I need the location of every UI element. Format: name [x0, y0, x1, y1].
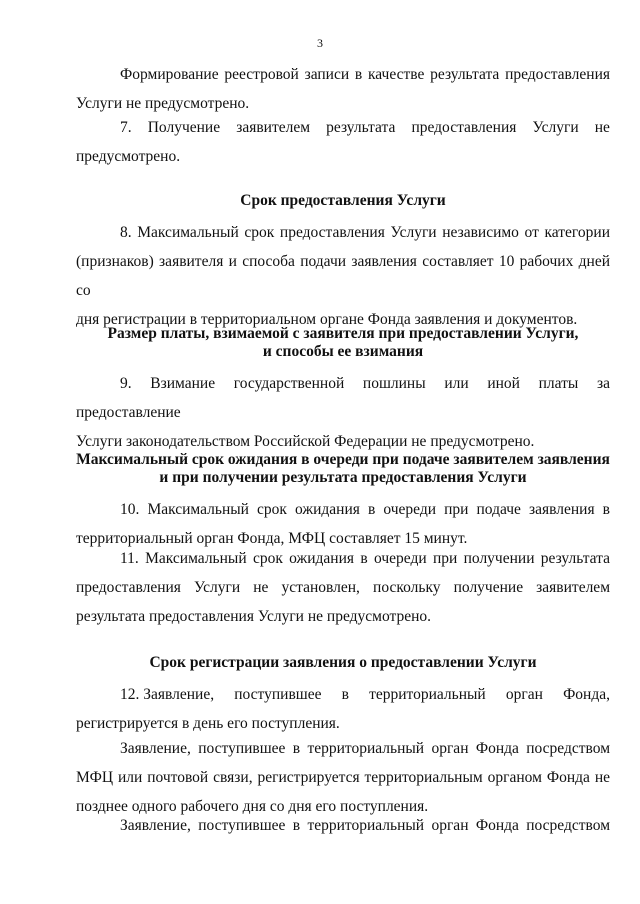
word: Получение — [147, 119, 221, 136]
paragraph-item-12 — [76, 680, 610, 738]
word: в — [341, 686, 349, 703]
word: 7. — [120, 119, 132, 136]
word: Фонда, — [563, 686, 610, 703]
word: заявителем — [236, 119, 311, 136]
text-line: Услуги не предусмотрено. — [76, 95, 250, 112]
text-line: Услуги законодательством Российской Федерации не предусмотрено. — [76, 433, 535, 450]
text-line: Формирование реестровой записи в качестве результата предоставления — [120, 66, 610, 83]
text-line: (признаков) заявителя и способа подачи заявления составляет 10 рабочих дней со — [76, 253, 610, 299]
text-line: Заявление, поступившее в территориальный орган Фонда посредством — [120, 740, 610, 757]
text-line: 8. Максимальный срок предоставления Услуги независимо от категории — [120, 224, 610, 241]
heading-line: и способы ее взимания — [262, 343, 424, 360]
text-line — [76, 680, 610, 709]
paragraph-item-8 — [76, 218, 610, 334]
word: орган — [505, 686, 543, 703]
word: поступившее — [234, 686, 322, 703]
heading-line: и при получении результата предоставления Услуги — [159, 469, 527, 486]
page-number: 3 — [317, 36, 323, 50]
text-line: дня регистрации в территориальном органе Фонда заявления и документов. — [76, 311, 578, 328]
paragraph-mfc-registration — [76, 734, 610, 821]
heading-line: Размер платы, взимаемой с заявителя при предоставлении Услуги, — [107, 325, 579, 342]
section-heading-queue-time — [76, 451, 610, 487]
text-line: позднее одного рабочего дня со дня его поступления. — [76, 798, 429, 815]
paragraph-registry-record — [76, 60, 610, 118]
text-line: предоставления Услуги не установлен, поскольку получение заявителем — [76, 579, 610, 596]
word: 12. Заявление, — [120, 686, 215, 703]
text-line: МФЦ или почтовой связи, регистрируется территориальным органом Фонда не — [76, 769, 610, 786]
text-line — [76, 113, 610, 142]
word: Услуги — [532, 119, 579, 136]
text-line: 10. Максимальный срок ожидания в очереди при подаче заявления в — [120, 501, 610, 518]
text-line: территориальный орган Фонда, МФЦ составляет 15 минут. — [76, 530, 468, 547]
paragraph-item-7 — [76, 113, 610, 171]
word: не — [594, 119, 610, 136]
text-line: регистрируется в день его поступления. — [76, 715, 340, 732]
section-heading-registration-term: Срок регистрации заявления о предоставлении Услуги — [149, 654, 537, 671]
text-line: Заявление, поступившее в территориальный орган Фонда посредством — [120, 817, 610, 834]
word: результата — [326, 119, 396, 136]
heading-line: Максимальный срок ожидания в очереди при подаче заявителем заявления — [76, 451, 610, 468]
paragraph-continued — [76, 811, 610, 840]
paragraph-item-11 — [76, 544, 610, 631]
section-heading-fee — [76, 325, 610, 361]
text-line: 11. Максимальный срок ожидания в очереди при получении результата — [120, 550, 610, 567]
section-heading-service-term: Срок предоставления Услуги — [240, 192, 446, 209]
text-line: результата предоставления Услуги не предусмотрено. — [76, 608, 432, 625]
paragraph-item-9 — [76, 369, 610, 456]
word: территориальный — [369, 686, 486, 703]
text-line: предусмотрено. — [76, 148, 181, 165]
word: предоставления — [411, 119, 517, 136]
text-line: 9. Взимание государственной пошлины или иной платы за предоставление — [76, 375, 610, 421]
